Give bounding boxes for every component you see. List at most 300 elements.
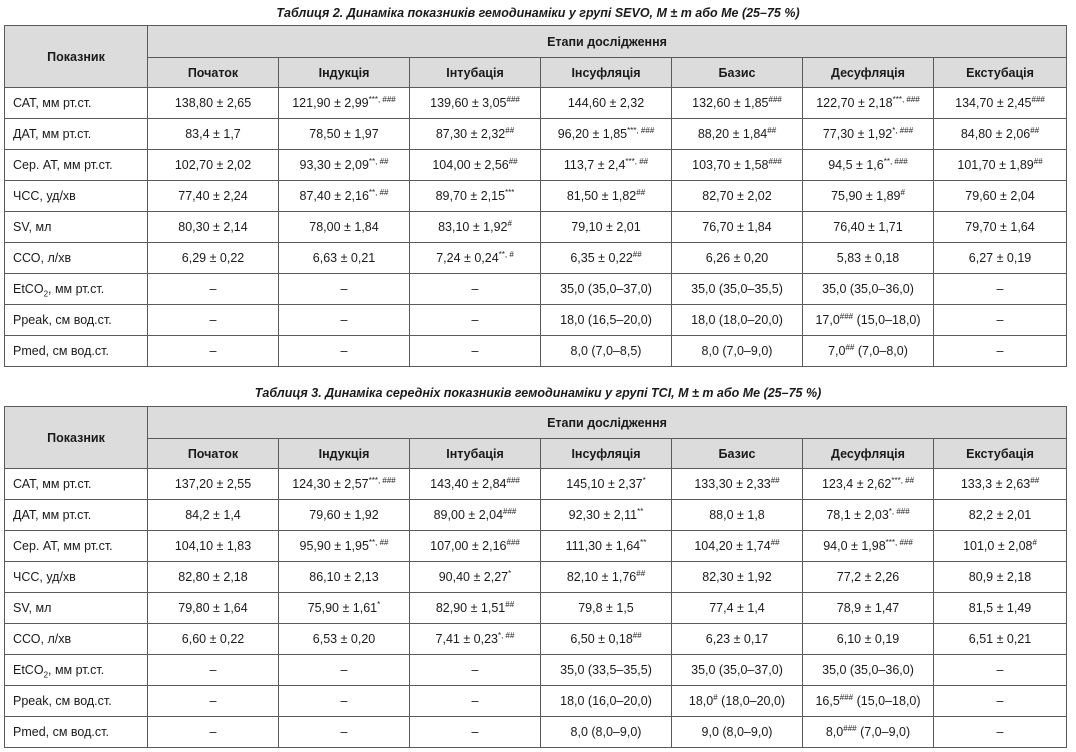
- significance-mark: ***, ###: [627, 125, 655, 135]
- significance-mark: *, ##: [498, 630, 515, 640]
- cell-value: 103,70 ± 1,58: [692, 158, 769, 172]
- row-label: SV, мл: [5, 593, 148, 624]
- cell-value: 143,40 ± 2,84: [430, 477, 507, 491]
- significance-mark: *: [642, 475, 646, 485]
- significance-mark: ***: [505, 187, 515, 197]
- cell-value: 6,10 ± 0,19: [836, 632, 900, 646]
- significance-mark: *, ###: [888, 506, 910, 516]
- data-cell: [672, 119, 803, 150]
- cell-value: 6,29 ± 0,22: [181, 251, 245, 265]
- data-cell: [541, 655, 672, 686]
- table-row: [5, 717, 1067, 748]
- data-cell: [934, 624, 1067, 655]
- table-row: [5, 119, 1067, 150]
- cell-value: 5,83 ± 0,18: [836, 251, 900, 265]
- data-cell: [541, 212, 672, 243]
- cell-value: 16,5: [815, 694, 840, 708]
- cell-value: 133,30 ± 2,33: [694, 477, 771, 491]
- significance-mark: **, ##: [368, 187, 389, 197]
- table-row: [5, 500, 1067, 531]
- significance-mark: ###: [843, 723, 857, 733]
- cell-value: 86,10 ± 2,13: [309, 570, 379, 584]
- cell-value: 8,0 (7,0–8,5): [570, 344, 642, 358]
- data-cell: [148, 531, 279, 562]
- cell-value: 35,0 (35,0–37,0): [560, 282, 652, 296]
- row-label: ЧСС, уд/хв: [5, 181, 148, 212]
- data-cell: [410, 686, 541, 717]
- cell-value: 6,53 ± 0,20: [312, 632, 376, 646]
- cell-range: (18,0–20,0): [717, 694, 786, 708]
- data-cell: [934, 88, 1067, 119]
- row-label: САТ, мм рт.ст.: [5, 469, 148, 500]
- data-cell: [541, 243, 672, 274]
- data-cell: [279, 212, 410, 243]
- cell-value: 104,00 ± 2,56: [432, 158, 509, 172]
- table-row: [5, 88, 1067, 119]
- stages-group-header: Етапи дослідження: [148, 407, 1067, 439]
- significance-mark: *: [377, 599, 381, 609]
- row-label: ДАТ, мм рт.ст.: [5, 500, 148, 531]
- significance-mark: ##: [1030, 125, 1040, 135]
- indicator-header: Показник: [5, 26, 148, 88]
- cell-value: –: [996, 344, 1004, 358]
- significance-mark: ***, ##: [891, 475, 915, 485]
- significance-mark: ###: [503, 506, 517, 516]
- cell-value: 104,10 ± 1,83: [174, 539, 252, 553]
- cell-value: 7,0: [828, 344, 846, 358]
- table-row: [5, 562, 1067, 593]
- data-cell: [803, 305, 934, 336]
- cell-value: 111,30 ± 1,64: [565, 539, 641, 553]
- cell-value: 18,0 (16,0–20,0): [560, 694, 652, 708]
- row-label: SV, мл: [5, 212, 148, 243]
- cell-value: 137,20 ± 2,55: [174, 477, 252, 491]
- cell-value: 77,4 ± 1,4: [709, 601, 765, 615]
- cell-value: –: [471, 663, 479, 677]
- cell-value: 81,50 ± 1,82: [566, 189, 637, 203]
- cell-value: –: [340, 344, 348, 358]
- cell-value: 84,80 ± 2,06: [960, 127, 1031, 141]
- cell-value: –: [471, 313, 479, 327]
- data-cell: [148, 469, 279, 500]
- data-cell: [148, 686, 279, 717]
- cell-value: 8,0 (7,0–9,0): [701, 344, 773, 358]
- data-cell: [148, 88, 279, 119]
- row-label: Сер. АТ, мм рт.ст.: [5, 531, 148, 562]
- data-cell: [410, 212, 541, 243]
- data-cell: [410, 243, 541, 274]
- data-cell: [934, 469, 1067, 500]
- cell-value: 6,35 ± 0,22: [570, 251, 633, 265]
- data-cell: [410, 655, 541, 686]
- significance-mark: ##: [505, 125, 515, 135]
- cell-value: –: [209, 663, 217, 677]
- data-cell: [541, 686, 672, 717]
- data-cell: [148, 562, 279, 593]
- significance-mark: #: [507, 218, 512, 228]
- data-cell: [672, 336, 803, 367]
- data-cell: [279, 717, 410, 748]
- cell-value: 78,9 ± 1,47: [836, 601, 900, 615]
- stage-header: Початок: [148, 439, 279, 469]
- significance-mark: ##: [508, 156, 518, 166]
- data-cell: [279, 181, 410, 212]
- data-cell: [803, 212, 934, 243]
- cell-value: 8,0 (8,0–9,0): [570, 725, 642, 739]
- data-cell: [803, 150, 934, 181]
- cell-value: 18,0: [688, 694, 714, 708]
- cell-value: 134,70 ± 2,45: [955, 96, 1032, 110]
- data-cell: [410, 150, 541, 181]
- cell-value: –: [996, 313, 1004, 327]
- cell-value: –: [340, 313, 348, 327]
- data-cell: [803, 562, 934, 593]
- significance-mark: ##: [505, 599, 515, 609]
- data-cell: [541, 336, 672, 367]
- data-cell: [672, 562, 803, 593]
- cell-value: 88,20 ± 1,84: [697, 127, 768, 141]
- cell-value: 82,70 ± 2,02: [702, 189, 772, 203]
- data-cell: [803, 593, 934, 624]
- data-cell: [410, 717, 541, 748]
- cell-value: 6,26 ± 0,20: [705, 251, 769, 265]
- data-cell: [541, 150, 672, 181]
- cell-value: 79,80 ± 1,64: [178, 601, 248, 615]
- cell-value: 101,0 ± 2,08: [963, 539, 1033, 553]
- cell-range: (15,0–18,0): [853, 694, 921, 708]
- data-cell: [148, 336, 279, 367]
- cell-value: 76,40 ± 1,71: [833, 220, 903, 234]
- data-cell: [148, 181, 279, 212]
- cell-value: 78,00 ± 1,84: [309, 220, 379, 234]
- data-cell: [803, 119, 934, 150]
- cell-value: –: [996, 694, 1004, 708]
- data-cell: [934, 655, 1067, 686]
- significance-mark: ***, ###: [368, 94, 396, 104]
- data-cell: [672, 593, 803, 624]
- cell-value: 9,0 (8,0–9,0): [701, 725, 773, 739]
- row-label: ССО, л/хв: [5, 243, 148, 274]
- cell-value: 35,0 (35,0–36,0): [822, 282, 914, 296]
- significance-mark: ##: [1033, 156, 1043, 166]
- data-cell: [410, 181, 541, 212]
- data-cell: [279, 336, 410, 367]
- table-3-caption: Таблиця 3. Динаміка середніх показників гемодинаміки у групі TCI, M ± m або Me (25–75 %): [254, 386, 822, 400]
- cell-value: 82,2 ± 2,01: [968, 508, 1032, 522]
- data-cell: [541, 500, 672, 531]
- data-cell: [148, 500, 279, 531]
- cell-value: 6,60 ± 0,22: [181, 632, 245, 646]
- significance-mark: ###: [839, 311, 854, 321]
- table-row: [5, 274, 1067, 305]
- cell-value: –: [209, 694, 217, 708]
- table-row: [5, 469, 1067, 500]
- cell-value: 6,27 ± 0,19: [968, 251, 1032, 265]
- cell-value: 35,0 (35,0–35,5): [691, 282, 783, 296]
- cell-value: 138,80 ± 2,65: [174, 96, 252, 110]
- data-cell: [672, 469, 803, 500]
- cell-range: (7,0–9,0): [856, 725, 911, 739]
- row-label: Сер. АТ, мм рт.ст.: [5, 150, 148, 181]
- cell-value: –: [209, 282, 217, 296]
- data-cell: [279, 500, 410, 531]
- significance-mark: ##: [632, 249, 642, 259]
- cell-value: 101,70 ± 1,89: [957, 158, 1034, 172]
- cell-value: 75,90 ± 1,61: [307, 601, 378, 615]
- cell-value: 82,30 ± 1,92: [702, 570, 772, 584]
- data-cell: [279, 274, 410, 305]
- cell-value: 82,10 ± 1,76: [566, 570, 637, 584]
- cell-value: 88,0 ± 1,8: [709, 508, 765, 522]
- cell-value: –: [996, 725, 1004, 739]
- significance-mark: *: [508, 568, 512, 578]
- data-cell: [410, 274, 541, 305]
- cell-value: 81,5 ± 1,49: [968, 601, 1032, 615]
- significance-mark: #: [1032, 537, 1037, 547]
- cell-value: 35,0 (35,0–36,0): [822, 663, 914, 677]
- significance-mark: ##: [767, 125, 777, 135]
- data-cell: [672, 150, 803, 181]
- cell-value: 78,50 ± 1,97: [309, 127, 379, 141]
- stage-header: Інсуфляція: [541, 58, 672, 88]
- data-cell: [541, 305, 672, 336]
- data-cell: [803, 88, 934, 119]
- table-row: [5, 624, 1067, 655]
- cell-value: 132,60 ± 1,85: [692, 96, 769, 110]
- data-cell: [148, 212, 279, 243]
- data-cell: [279, 624, 410, 655]
- data-cell: [672, 212, 803, 243]
- cell-value: –: [340, 694, 348, 708]
- cell-value: 79,10 ± 2,01: [571, 220, 641, 234]
- cell-value: 94,0 ± 1,98: [823, 539, 886, 553]
- row-label: Pmed, см вод.ст.: [5, 717, 148, 748]
- data-cell: [934, 181, 1067, 212]
- data-cell: [672, 243, 803, 274]
- cell-value: –: [209, 725, 217, 739]
- data-cell: [934, 150, 1067, 181]
- cell-value: –: [471, 344, 479, 358]
- cell-value: 79,8 ± 1,5: [578, 601, 634, 615]
- cell-value: 35,0 (33,5–35,5): [560, 663, 652, 677]
- cell-value: –: [996, 282, 1004, 296]
- cell-value: 77,2 ± 2,26: [836, 570, 900, 584]
- table-2-caption: Таблиця 2. Динаміка показників гемодинаміки у групі SEVO, M ± m або Me (25–75 %): [276, 6, 800, 20]
- row-label: ДАТ, мм рт.ст.: [5, 119, 148, 150]
- significance-mark: ##: [1030, 475, 1040, 485]
- data-cell: [279, 243, 410, 274]
- data-cell: [541, 88, 672, 119]
- cell-value: 77,40 ± 2,24: [178, 189, 248, 203]
- data-cell: [803, 469, 934, 500]
- significance-mark: **, ##: [368, 537, 389, 547]
- data-cell: [672, 686, 803, 717]
- stage-header: Індукція: [279, 58, 410, 88]
- cell-value: 87,40 ± 2,16: [299, 189, 369, 203]
- significance-mark: ##: [636, 187, 646, 197]
- data-cell: [410, 119, 541, 150]
- data-cell: [279, 469, 410, 500]
- table-row: [5, 150, 1067, 181]
- data-cell: [672, 305, 803, 336]
- data-cell: [934, 274, 1067, 305]
- data-cell: [279, 150, 410, 181]
- data-cell: [410, 531, 541, 562]
- cell-value: 6,51 ± 0,21: [968, 632, 1032, 646]
- data-cell: [148, 305, 279, 336]
- data-cell: [672, 500, 803, 531]
- cell-value: 75,90 ± 1,89: [831, 189, 901, 203]
- data-cell: [672, 624, 803, 655]
- data-cell: [934, 212, 1067, 243]
- data-cell: [279, 305, 410, 336]
- data-cell: [279, 531, 410, 562]
- data-cell: [803, 243, 934, 274]
- stage-header: Індукція: [279, 439, 410, 469]
- cell-range: (15,0–18,0): [853, 313, 921, 327]
- data-cell: [934, 562, 1067, 593]
- data-cell: [541, 469, 672, 500]
- data-cell: [148, 150, 279, 181]
- data-cell: [803, 181, 934, 212]
- cell-range: (7,0–8,0): [854, 344, 908, 358]
- cell-value: 18,0 (18,0–20,0): [691, 313, 783, 327]
- data-cell: [672, 717, 803, 748]
- cell-value: 89,00 ± 2,04: [433, 508, 504, 522]
- stages-group-header: Етапи дослідження: [148, 26, 1067, 58]
- cell-value: 76,70 ± 1,84: [702, 220, 772, 234]
- cell-value: 83,10 ± 1,92: [438, 220, 508, 234]
- cell-value: 107,00 ± 2,16: [430, 539, 507, 553]
- data-cell: [541, 624, 672, 655]
- cell-value: 145,10 ± 2,37: [566, 477, 643, 491]
- data-cell: [410, 500, 541, 531]
- data-cell: [148, 593, 279, 624]
- significance-mark: **: [637, 506, 644, 516]
- significance-mark: #: [900, 187, 905, 197]
- row-label: Pmed, см вод.ст.: [5, 336, 148, 367]
- cell-value: 144,60 ± 2,32: [567, 96, 645, 110]
- table-row: [5, 531, 1067, 562]
- significance-mark: ###: [839, 692, 854, 702]
- data-cell: [934, 305, 1067, 336]
- data-cell: [803, 686, 934, 717]
- data-cell: [148, 655, 279, 686]
- cell-value: 133,3 ± 2,63: [960, 477, 1031, 491]
- cell-value: 113,7 ± 2,4: [563, 158, 626, 172]
- data-cell: [803, 655, 934, 686]
- data-cell: [803, 274, 934, 305]
- significance-mark: ***, ###: [885, 537, 913, 547]
- stage-header: Інтубація: [410, 439, 541, 469]
- cell-value: 79,60 ± 1,92: [309, 508, 379, 522]
- cell-value: –: [471, 282, 479, 296]
- significance-mark: ###: [506, 475, 520, 485]
- cell-value: 35,0 (35,0–37,0): [691, 663, 783, 677]
- indicator-header: Показник: [5, 407, 148, 469]
- data-cell: [803, 624, 934, 655]
- cell-value: –: [340, 282, 348, 296]
- cell-value: 6,63 ± 0,21: [312, 251, 376, 265]
- row-label: ССО, л/хв: [5, 624, 148, 655]
- table-row: [5, 593, 1067, 624]
- data-cell: [541, 531, 672, 562]
- data-cell: [148, 717, 279, 748]
- data-cell: [672, 531, 803, 562]
- significance-mark: ###: [506, 94, 520, 104]
- cell-value: 139,60 ± 3,05: [430, 96, 507, 110]
- significance-mark: ###: [768, 156, 782, 166]
- data-cell: [279, 88, 410, 119]
- data-cell: [934, 531, 1067, 562]
- cell-value: 94,5 ± 1,6: [828, 158, 884, 172]
- data-cell: [148, 274, 279, 305]
- row-label: ЧСС, уд/хв: [5, 562, 148, 593]
- cell-value: 6,23 ± 0,17: [705, 632, 769, 646]
- stage-header: Інтубація: [410, 58, 541, 88]
- significance-mark: ##: [770, 537, 780, 547]
- data-cell: [279, 686, 410, 717]
- significance-mark: **, ##: [368, 156, 389, 166]
- cell-value: 87,30 ± 2,32: [435, 127, 506, 141]
- table-row: [5, 243, 1067, 274]
- stage-header: Інсуфляція: [541, 439, 672, 469]
- data-cell: [279, 562, 410, 593]
- data-cell: [934, 717, 1067, 748]
- data-cell: [672, 274, 803, 305]
- data-cell: [541, 119, 672, 150]
- data-cell: [934, 243, 1067, 274]
- cell-value: 90,40 ± 2,27: [438, 570, 509, 584]
- cell-value: 80,30 ± 2,14: [178, 220, 248, 234]
- data-cell: [541, 717, 672, 748]
- data-cell: [279, 119, 410, 150]
- cell-value: 77,30 ± 1,92: [822, 127, 893, 141]
- table-2-sevo: [4, 25, 1067, 367]
- cell-value: 82,90 ± 1,51: [435, 601, 506, 615]
- cell-value: –: [340, 663, 348, 677]
- cell-value: 84,2 ± 1,4: [185, 508, 241, 522]
- significance-mark: ###: [506, 537, 520, 547]
- significance-mark: ##: [636, 568, 646, 578]
- data-cell: [279, 593, 410, 624]
- stage-header: Десуфляція: [803, 439, 934, 469]
- table-row: [5, 305, 1067, 336]
- cell-value: 6,50 ± 0,18: [570, 632, 633, 646]
- significance-mark: ##: [770, 475, 780, 485]
- significance-mark: **: [640, 537, 647, 547]
- cell-value: –: [471, 694, 479, 708]
- table-row: [5, 212, 1067, 243]
- significance-mark: ***, ###: [368, 475, 396, 485]
- significance-mark: **, #: [498, 249, 514, 259]
- data-cell: [803, 531, 934, 562]
- data-cell: [148, 624, 279, 655]
- data-cell: [410, 305, 541, 336]
- cell-value: –: [471, 725, 479, 739]
- cell-value: 96,20 ± 1,85: [557, 127, 628, 141]
- cell-value: 104,20 ± 1,74: [694, 539, 771, 553]
- data-cell: [803, 717, 934, 748]
- data-cell: [410, 336, 541, 367]
- cell-value: 123,4 ± 2,62: [821, 477, 892, 491]
- table-row: [5, 181, 1067, 212]
- stage-header: Екстубація: [934, 58, 1067, 88]
- stage-header: Базис: [672, 58, 803, 88]
- cell-value: 17,0: [815, 313, 840, 327]
- data-cell: [934, 686, 1067, 717]
- row-label: САТ, мм рт.ст.: [5, 88, 148, 119]
